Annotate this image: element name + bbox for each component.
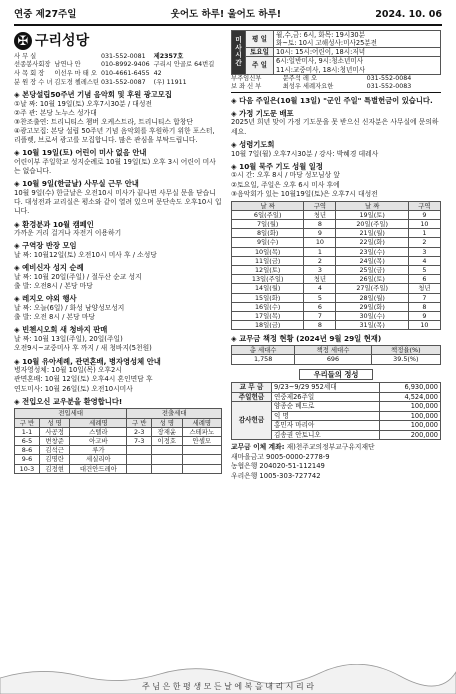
announcement-body: 어린이부 주일학교 성지순례로 10월 19일(토) 오후 3시 어린이 미사는 없습니다.: [14, 158, 216, 176]
priest-role: 보 좌 신 부: [231, 83, 262, 91]
rosary-cell: 29일(화): [336, 302, 408, 311]
newcomer-row: [15, 464, 222, 473]
announcement-body: 가까운 거리 걸거나 자전거 이용하기: [14, 229, 122, 238]
parish-address: 구리시 안골로 64번길42: [153, 61, 215, 77]
newcomer-cell: 대건안드레아: [70, 464, 127, 473]
rosary-cell: 14일(월): [232, 284, 304, 293]
staff-phone: 031-552-0087: [101, 78, 146, 86]
staff-role: 선종봉사회장: [14, 61, 51, 69]
newcomer-cell: 김정현: [39, 464, 70, 473]
announcement: [231, 140, 441, 159]
newcomer-cell: 아고바: [70, 437, 127, 446]
newcomer-cell: [152, 464, 183, 473]
newcomer-header: 성 명: [39, 418, 70, 427]
rosary-cell: 4: [408, 256, 440, 265]
rosary-cell: 15일(화): [232, 293, 304, 302]
thanks-row: [232, 402, 441, 412]
rosary-header: 날 짜: [336, 201, 408, 210]
tithe-header: 책정율(%): [371, 346, 440, 355]
staff-phone: 010-8992-9406: [101, 61, 150, 69]
rosary-cell: 26일(토): [336, 275, 408, 284]
donor-name: 양종순 베드로: [272, 402, 380, 412]
group-out: 전출세대: [127, 409, 222, 418]
tithe-header: 책정 세대수: [295, 346, 371, 355]
announcement-title: ◈ 가정 기도문 배포: [231, 108, 294, 118]
account-info: [231, 443, 441, 481]
tithe-value: 696: [295, 355, 371, 364]
finance-row: [232, 392, 441, 402]
newcomer-cell: [127, 446, 152, 455]
newcomer-cell: 김명란: [39, 455, 70, 464]
mass-row: [232, 30, 441, 47]
finance-desc: 9/23~9/29 952세대: [272, 383, 380, 393]
mass-value: 6시:일반미사, 9시:청소년미사 11시:교중미사, 18시:청년미사: [274, 57, 441, 74]
rosary-cell: 27일(주일): [336, 284, 408, 293]
announcement-title: ◈ 10월 유아세례, 관면혼배, 병자영성체 안내: [14, 356, 161, 366]
thanks-label: 감사헌금: [232, 402, 272, 440]
rosary-cell: 2: [408, 238, 440, 247]
rosary-cell: 7: [304, 311, 336, 320]
rosary-cell: 6일(주일): [232, 210, 304, 219]
priest-phone: 031-552-0084: [366, 74, 412, 82]
announcement: [14, 241, 222, 260]
announcement-title: ◈ 10월 19일(토) 어린이 미사 없음 안내: [14, 148, 147, 158]
announcement: [231, 109, 441, 137]
announcement-body: 날 짜: 10월 13일(주일), 20일(주일) 오전9시~교중미사 후 까지 / 새 청바지(5천원): [14, 335, 152, 353]
newcomer-header: 세례명: [182, 418, 221, 427]
newcomer-cell: [152, 446, 183, 455]
rosary-cell: 19일(토): [336, 210, 408, 219]
announcement-body: 날 짜: 10월12일(토) 오전10시 미사 후 / 소성당: [14, 251, 157, 260]
staff-role: 사 무 실: [14, 52, 37, 60]
newcomer-cell: [182, 455, 221, 464]
rosary-header: 날 짜: [232, 201, 304, 210]
announcement: [14, 148, 222, 176]
rosary-cell: 3: [304, 266, 336, 275]
tithe-section: [231, 334, 441, 364]
announcement-title: ◈ 빈첸시오회 새 청바지 판매: [14, 325, 108, 335]
mass-row: [232, 48, 441, 57]
priest-phone: 031-552-0083: [366, 83, 412, 91]
newcomer-cell: 안셀모: [182, 437, 221, 446]
rosary-header: 구역: [304, 201, 336, 210]
rosary-cell: 23일(수): [336, 247, 408, 256]
newcomer-row: [15, 427, 222, 436]
rosary-row: [232, 284, 441, 293]
left-column: [14, 30, 222, 481]
staff-contacts: [14, 53, 222, 87]
announcement: [14, 325, 222, 353]
tithe-table: [231, 345, 441, 364]
announcement-body: 2025년 희년 맞이 가정 기도문을 못 받으신 신자분은 사무실에 문의하세요.: [231, 118, 439, 136]
rosary-cell: 17일(목): [232, 311, 304, 320]
rosary-cell: 4: [304, 284, 336, 293]
newcomer-cell: 스테파노: [182, 427, 221, 436]
finance-table: [231, 382, 441, 440]
announcement-body: 병자영성체: 10월 10일(목) 오후2시 관면혼배: 10월 12일(토) 오후4시 혼인면담 후 연도미사: 10월 26일(토) 오전10시미사: [14, 366, 153, 393]
rosary-cell: 8일(화): [232, 229, 304, 238]
finance-title: 우리들의 정성: [299, 369, 374, 380]
rosary-cell: 13일(주일): [232, 275, 304, 284]
priest-row: [231, 83, 441, 92]
parish-postcode: (우) 11911: [153, 78, 187, 86]
rosary-row: [232, 311, 441, 320]
rosary-cell: 9일(수): [232, 238, 304, 247]
newcomer-cell: [182, 446, 221, 455]
priest-contacts: [231, 75, 441, 93]
rosary-cell: 10: [304, 238, 336, 247]
mass-label: 토요일: [246, 48, 274, 57]
announcement-title: ◈ 전입오신 교우분을 환영합니다!: [14, 396, 123, 406]
newcomer-cell: 2-3: [127, 427, 152, 436]
tithe-value-row: [232, 355, 441, 364]
rosary-cell: 청년: [304, 210, 336, 219]
rosary-cell: 20일(주일): [336, 220, 408, 229]
rosary-cell: 1: [408, 229, 440, 238]
priest-row: [231, 75, 441, 84]
rosary-cell: 7: [408, 293, 440, 302]
finance-amount: 6,930,000: [379, 383, 440, 393]
staff-role: 분 원 장 수 녀: [14, 78, 53, 86]
staff-row: [14, 61, 152, 70]
rosary-cell: 31일(목): [336, 321, 408, 330]
donor-amount: 200,000: [379, 430, 440, 440]
mass-row: [232, 57, 441, 74]
newcomer-row: [15, 437, 222, 446]
rosary-header: 구역: [408, 201, 440, 210]
newcomer-row: [15, 455, 222, 464]
announcement-title: ◈ 구역장 반장 모임: [14, 241, 77, 251]
right-column: [231, 30, 441, 481]
rosary-table: [231, 201, 441, 331]
rosary-row: [232, 220, 441, 229]
finance-label: 교 무 금: [232, 383, 272, 393]
newcomer-cell: 루가: [70, 446, 127, 455]
donor-amount: 100,000: [379, 402, 440, 412]
tithe-header: 총 세대수: [232, 346, 295, 355]
mass-schedule: [231, 30, 441, 75]
slogan: 웃어도 하루! 울어도 하루!: [170, 9, 282, 20]
rosary-row: [232, 247, 441, 256]
announcement: [14, 179, 222, 216]
newcomer-header: 구 반: [127, 418, 152, 427]
rosary-cell: 18일(금): [232, 321, 304, 330]
announcement: [231, 162, 441, 199]
announcement-title: ◈ 예비신자 성지 순례: [14, 263, 84, 273]
newcomer-header-row: [15, 418, 222, 427]
banner-text: 주 님 은 한 평 생 모 든 날 에 복 을 내 리 시 리 라: [141, 682, 315, 691]
finance-label: 주일헌금: [232, 392, 272, 402]
newcomer-cell: [127, 464, 152, 473]
donor-amount: 100,000: [379, 421, 440, 431]
right-announcements: [231, 96, 441, 199]
tithe-header-row: [232, 346, 441, 355]
newcomer-cell: 9-6: [15, 455, 40, 464]
account-title: 교무금 이체 계좌:: [231, 443, 285, 452]
account-line: 우리은행 1005-303-727742: [231, 471, 321, 480]
announcement-title: ◈ 10월 9일(한글날) 사무실 근무 안내: [14, 179, 139, 189]
account-line: 농협은행 204020-51-112149: [231, 462, 325, 471]
staff-name: 김도경 첼레스틴: [54, 78, 100, 86]
finance-title-wrap: [231, 370, 441, 380]
tithe-value: 1,758: [232, 355, 295, 364]
announcement-body: 날 짜: 오늘(6일) / 화성 남양성모성지 출 발: 오전 8시 / 본당 마당: [14, 304, 125, 322]
rosary-cell: 청년: [408, 284, 440, 293]
rosary-row: [232, 266, 441, 275]
announcement-title: ◈ 성령기도회: [231, 139, 275, 149]
bulletin-date: 2024. 10. 06: [375, 9, 442, 20]
rosary-cell: 2: [304, 256, 336, 265]
announcement: [231, 96, 441, 106]
rosary-cell: 8: [304, 321, 336, 330]
rosary-cell: 7일(월): [232, 220, 304, 229]
announcement: [14, 357, 222, 394]
newcomer-cell: 사공정: [39, 427, 70, 436]
rosary-row: [232, 238, 441, 247]
rosary-row: [232, 275, 441, 284]
newcomer-header: 세례명: [70, 418, 127, 427]
rosary-cell: 9: [408, 210, 440, 219]
newcomer-row: [15, 446, 222, 455]
announcement: [14, 263, 222, 291]
rosary-cell: 12일(토): [232, 266, 304, 275]
rosary-cell: 11일(금): [232, 256, 304, 265]
newcomer-cell: 6-5: [15, 437, 40, 446]
priest-name: 문주석 레 오: [282, 74, 318, 82]
donor-name: 김송권 안토니오: [272, 430, 380, 440]
finance-desc: 연중제26주일: [272, 392, 380, 402]
newcomer-header: 성 명: [152, 418, 183, 427]
bulletin-header: [14, 9, 442, 26]
mass-value: 10시: 15시:어린이, 18시:저녁: [274, 48, 441, 57]
left-announcements: [14, 90, 222, 406]
rosary-cell: 10: [408, 321, 440, 330]
rosary-cell: 9: [408, 311, 440, 320]
mass-label: 평 일: [246, 30, 274, 47]
announcement-body: 날 짜: 10월 20일(주일) / 절두산 순교 성지 출 발: 오전8시 / 본당 마당: [14, 273, 142, 291]
rosary-cell: 10: [408, 220, 440, 229]
announcement-body: 10월 7일(월) 오후7시30분 / 강사: 박혜경 데레사: [231, 149, 379, 158]
rosary-cell: 5: [304, 293, 336, 302]
staff-name: 이선우 마 태 오: [54, 69, 97, 77]
rosary-cell: 16일(수): [232, 302, 304, 311]
priest-name: 최성우 세례자요한: [282, 83, 334, 91]
rosary-cell: 30일(수): [336, 311, 408, 320]
rosary-row: [232, 210, 441, 219]
newcomers-group-row: [15, 409, 222, 418]
announcement-body: ①날 짜: 10월 19일(토) 오후7시30분 / 대성전 ②주 관: 본당 노누스 성가대 ③찬조출연: 트리니티스 챔버 오케스트라, 트리니티스 합창단 ④광고모집: 본당 설립 50주년 기념 음악회를 후원하기 위한 포스터, 리플렛, 브로셔 광고를 모집합니다. 많은 관심을 부탁드립니다.: [14, 99, 215, 145]
rosary-cell: 청년: [304, 275, 336, 284]
newcomer-header: 구 반: [15, 418, 40, 427]
newcomer-cell: [152, 455, 183, 464]
rosary-cell: 9: [304, 229, 336, 238]
parish-logo: [14, 30, 222, 53]
newcomer-cell: 이정호: [152, 437, 183, 446]
announcement: [14, 397, 222, 407]
newcomer-cell: 1-1: [15, 427, 40, 436]
rosary-row: [232, 229, 441, 238]
announcement: [14, 90, 222, 145]
staff-row: [14, 70, 152, 79]
rosary-header-row: [232, 201, 441, 210]
rosary-cell: 3: [408, 247, 440, 256]
parish-name: 구리성당: [35, 32, 90, 49]
announcement-title: ◈ 레지오 야외 행사: [14, 294, 77, 304]
priest-role: 부주임신부: [231, 74, 262, 82]
announcement-title: ◈ 환경분과 10월 캠페인: [14, 219, 94, 229]
rosary-row: [232, 302, 441, 311]
rosary-cell: 28일(월): [336, 293, 408, 302]
announcement: [14, 220, 222, 239]
parish-info: [152, 53, 222, 87]
account-owner: 재)천주교의정부교구유지재단: [286, 443, 375, 452]
mass-side-label: 미사시간: [232, 30, 246, 74]
cross-icon: ✠: [14, 32, 32, 50]
announcement-body: ①시 간: 오후 8시 / 마당 성모님상 앞 ②토요일, 주일은 오후 6시 미사 후에 ③음악회가 있는 10월19일(토)은 오후7시 대성전: [231, 171, 378, 198]
mass-value: 월,수,금: 6시, 화목: 19시30분 화~토: 10시 고해성사:미사25분전: [274, 30, 441, 47]
mass-label: 주 일: [246, 57, 274, 74]
rosary-cell: 1: [304, 247, 336, 256]
rosary-cell: 22일(화): [336, 238, 408, 247]
staff-row: [14, 79, 152, 88]
tithe-value: 39.5(%): [371, 355, 440, 364]
staff-phone: 010-4661-6455: [101, 69, 150, 77]
donor-name: 익 명: [272, 411, 380, 421]
rosary-cell: 10일(목): [232, 247, 304, 256]
donor-amount: 100,000: [379, 411, 440, 421]
staff-table: [14, 53, 152, 87]
finance-amount: 4,524,000: [379, 392, 440, 402]
rosary-row: [232, 256, 441, 265]
rosary-cell: 6: [304, 302, 336, 311]
announcement: [14, 294, 222, 322]
announcement-body: 10월 9일(수) 한글날은 오전10시 미사가 끝나면 사무실 문을 닫습니다. 대성전과 교리실은 평소와 같이 열려 있으며 문단속도 오후10시 입니다.: [14, 189, 222, 216]
scripture-banner: [0, 664, 456, 694]
newcomer-cell: 7-3: [127, 437, 152, 446]
announcement-title: ◈ 10월 묵주 기도 성월 일정: [231, 161, 323, 171]
liturgical-week: 연중 제27주일: [14, 9, 77, 20]
newcomer-cell: [182, 464, 221, 473]
newcomer-cell: 김석근: [39, 446, 70, 455]
rosary-row: [232, 321, 441, 330]
newcomers-table: [14, 408, 222, 473]
rosary-cell: 25일(금): [336, 266, 408, 275]
rosary-cell: 5: [408, 266, 440, 275]
newcomer-cell: 변창준: [39, 437, 70, 446]
rosary-cell: 8: [408, 302, 440, 311]
rosary-cell: 6: [408, 275, 440, 284]
staff-phone: 031-552-0081: [101, 52, 146, 60]
rosary-row: [232, 293, 441, 302]
rosary-cell: 24일(목): [336, 256, 408, 265]
newcomer-cell: 스텔라: [70, 427, 127, 436]
staff-role: 사 목 회 장: [14, 69, 45, 77]
announcement-title: ◈ 본당설립50주년 기념 음악회 및 후원 광고모집: [14, 90, 172, 100]
newcomer-cell: 장재윤: [152, 427, 183, 436]
staff-name: 남연나 안: [54, 61, 81, 69]
issue-number: 제2357호: [153, 52, 184, 60]
newcomer-cell: [127, 455, 152, 464]
announcement-title: ◈ 다음 주일은(10월 13일) "군인 주일" 특별헌금이 있습니다.: [231, 95, 433, 105]
group-in: 전입세대: [15, 409, 127, 418]
account-line: 새마을금고 9005-0000-2778-9: [231, 452, 330, 461]
donor-name: 홍민자 마리아: [272, 421, 380, 431]
finance-row: [232, 383, 441, 393]
newcomer-cell: 8-6: [15, 446, 40, 455]
rosary-cell: 21일(월): [336, 229, 408, 238]
tithe-title: ◈ 교무금 책정 현황 (2024년 9월 29일 현재): [231, 334, 382, 344]
newcomer-cell: 10-3: [15, 464, 40, 473]
rosary-cell: 8: [304, 220, 336, 229]
newcomer-cell: 세실리아: [70, 455, 127, 464]
